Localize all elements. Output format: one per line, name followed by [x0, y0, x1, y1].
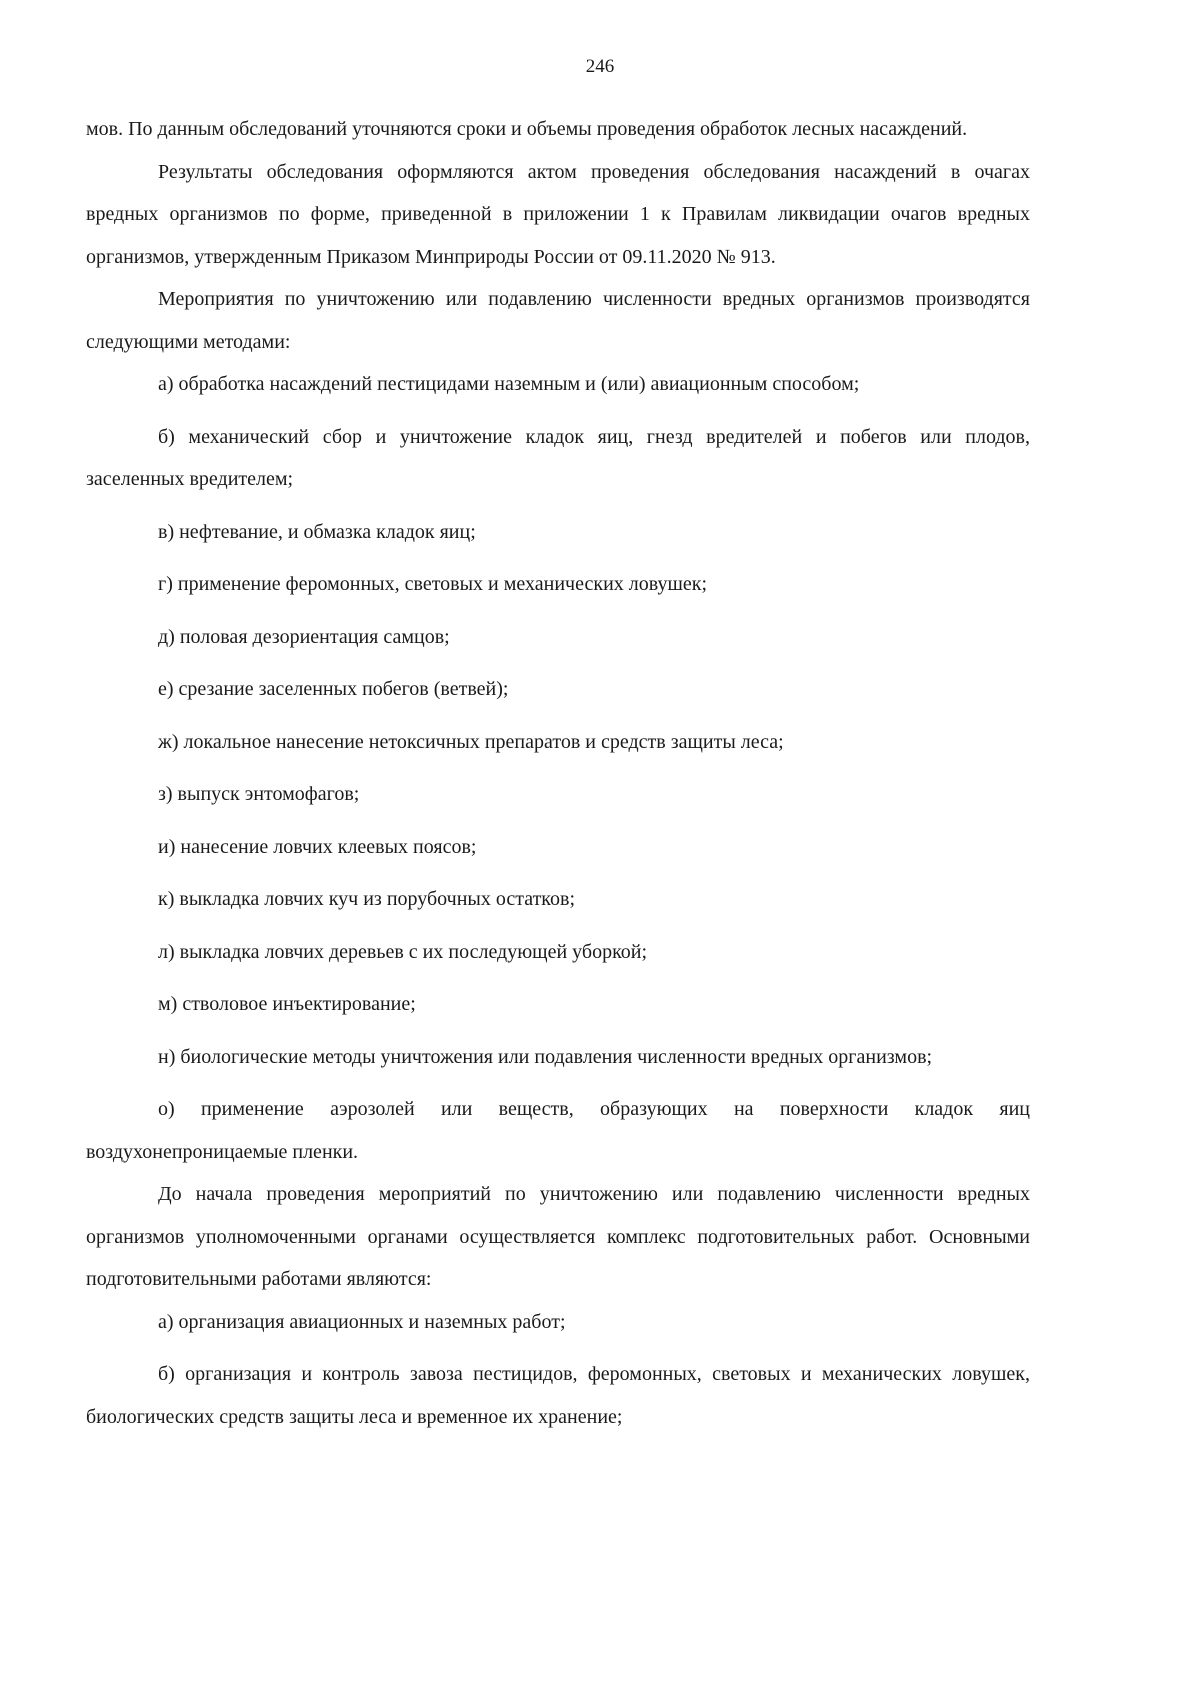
list-item: а) организация авиационных и наземных работ; [158, 1310, 566, 1333]
list-item: в) нефтевание, и обмазка кладок яиц; [158, 520, 476, 543]
list-item: б) организация и контроль завоза пестицидов, феромонных, световых и механических ловушек, биологических средств защиты леса и временное их хранение; [86, 1363, 1030, 1428]
list-item: г) применение феромонных, световых и механических ловушек; [158, 573, 708, 595]
list-item: а) обработка насаждений пестицидами наземным и (или) авиационным способом; [158, 373, 860, 395]
list-item: д) половая дезориентация самцов; [158, 625, 450, 648]
paragraph: До начала проведения мероприятий по уничтожению или подавлению численности вредных организмов уполномоченными органами осуществляется комплекс подготовительных работ. Основными подготовительными работами являются: [86, 1183, 1030, 1290]
document-body [86, 108, 1030, 1448]
list-item: о) применение аэрозолей или веществ, образующих на поверхности кладок яиц воздухонепроницаемые пленки. [86, 1098, 1030, 1163]
list-item: к) выкладка ловчих куч из порубочных остатков; [158, 888, 576, 910]
paragraph: мов. По данным обследований уточняются сроки и объемы проведения обработок лесных насаждений. [86, 118, 968, 140]
paragraph: Мероприятия по уничтожению или подавлению численности вредных организмов производятся следующими методами: [86, 288, 1030, 353]
list-item: ж) локальное нанесение нетоксичных препаратов и средств защиты леса; [158, 730, 784, 753]
list-item: з) выпуск энтомофагов; [158, 783, 360, 805]
list-item: м) стволовое инъектирование; [158, 993, 416, 1015]
list-item: н) биологические методы уничтожения или подавления численности вредных организмов; [158, 1045, 933, 1068]
list-item: е) срезание заселенных побегов (ветвей); [158, 678, 509, 700]
paragraph: Результаты обследования оформляются актом проведения обследования насаждений в очагах вредных организмов по форме, приведенной в приложении 1 к Правилам ликвидации очагов вредных организмов, утвержденным Приказом Минприроды России от 09.11.2020 № 913. [86, 160, 1030, 268]
page-number: 246 [585, 56, 615, 77]
list-item: б) механический сбор и уничтожение кладок яиц, гнезд вредителей и побегов или плодов, заселенных вредителем; [86, 425, 1030, 490]
list-item: л) выкладка ловчих деревьев с их последующей уборкой; [158, 940, 648, 963]
list-item: и) нанесение ловчих клеевых поясов; [158, 835, 477, 858]
